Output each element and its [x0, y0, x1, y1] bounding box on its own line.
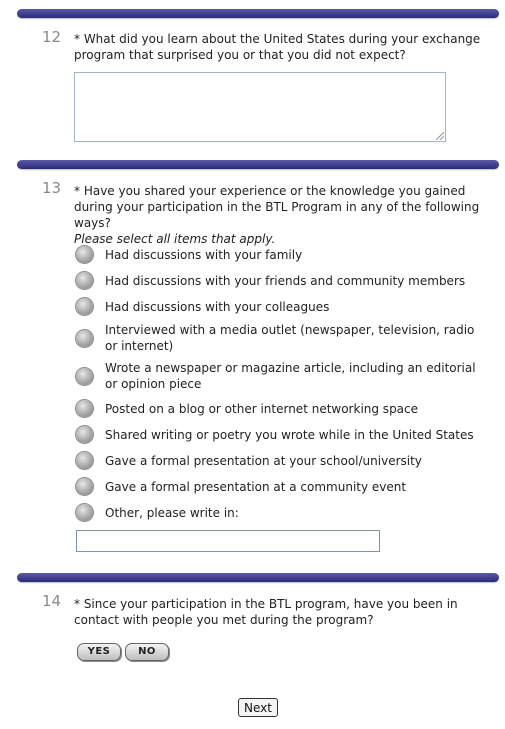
- option-label: Had discussions with your colleagues: [105, 299, 330, 314]
- option-label: Had discussions with your friends and community members: [105, 273, 466, 288]
- section-divider: [17, 9, 499, 18]
- answer-textarea[interactable]: [74, 72, 446, 142]
- section-divider: [17, 573, 499, 582]
- option-presentation-community[interactable]: [76, 478, 496, 495]
- radio-button[interactable]: [76, 246, 93, 263]
- radio-button[interactable]: [76, 452, 93, 469]
- option-label: Posted on a blog or other internet networking space: [105, 401, 419, 416]
- option-family[interactable]: [76, 246, 496, 263]
- option-media-interview[interactable]: [76, 322, 496, 354]
- option-other[interactable]: [76, 504, 496, 521]
- question-text: * What did you learn about the United States during your exchange program that surprised you or that you did not expect?: [74, 32, 481, 62]
- option-blog[interactable]: [76, 400, 496, 417]
- question-text: [74, 183, 494, 247]
- option-label: Had discussions with your family: [105, 247, 303, 262]
- option-label: Interviewed with a media outlet (newspaper, television, radio or internet): [105, 323, 475, 353]
- radio-button[interactable]: [76, 504, 93, 521]
- option-label: Gave a formal presentation at your school/university: [105, 453, 422, 468]
- radio-button[interactable]: [76, 400, 93, 417]
- other-write-in-field[interactable]: [76, 530, 380, 552]
- option-label: Gave a formal presentation at a community event: [105, 479, 407, 494]
- option-friends-community[interactable]: [76, 272, 496, 289]
- option-writing-poetry[interactable]: [76, 426, 496, 443]
- radio-button[interactable]: [76, 368, 93, 385]
- option-label: Wrote a newspaper or magazine article, including an editorial or opinion piece: [105, 361, 476, 391]
- radio-button[interactable]: [76, 426, 93, 443]
- option-presentation-school[interactable]: [76, 452, 496, 469]
- radio-button[interactable]: [76, 330, 93, 347]
- question-text: * Since your participation in the BTL program, have you been in contact with people you met during the program?: [74, 597, 458, 627]
- yes-button[interactable]: YES: [77, 643, 121, 661]
- option-article[interactable]: [76, 360, 496, 392]
- question-prompt: * Have you shared your experience or the knowledge you gained during your participation in the BTL Program in any of the following ways?: [74, 184, 480, 230]
- radio-button[interactable]: [76, 272, 93, 289]
- resize-grip-icon[interactable]: [436, 132, 444, 140]
- option-label: Shared writing or poetry you wrote while in the United States: [105, 427, 474, 442]
- question-number: 14: [42, 592, 62, 610]
- option-colleagues[interactable]: [76, 298, 496, 315]
- question-number: 13: [42, 179, 62, 197]
- option-label: Other, please write in:: [105, 505, 239, 520]
- no-button[interactable]: NO: [125, 643, 169, 661]
- radio-button[interactable]: [76, 298, 93, 315]
- question-instruction: Please select all items that apply.: [74, 232, 276, 246]
- next-button[interactable]: Next: [238, 698, 278, 717]
- radio-button[interactable]: [76, 478, 93, 495]
- question-number: 12: [42, 28, 62, 46]
- section-divider: [17, 160, 499, 169]
